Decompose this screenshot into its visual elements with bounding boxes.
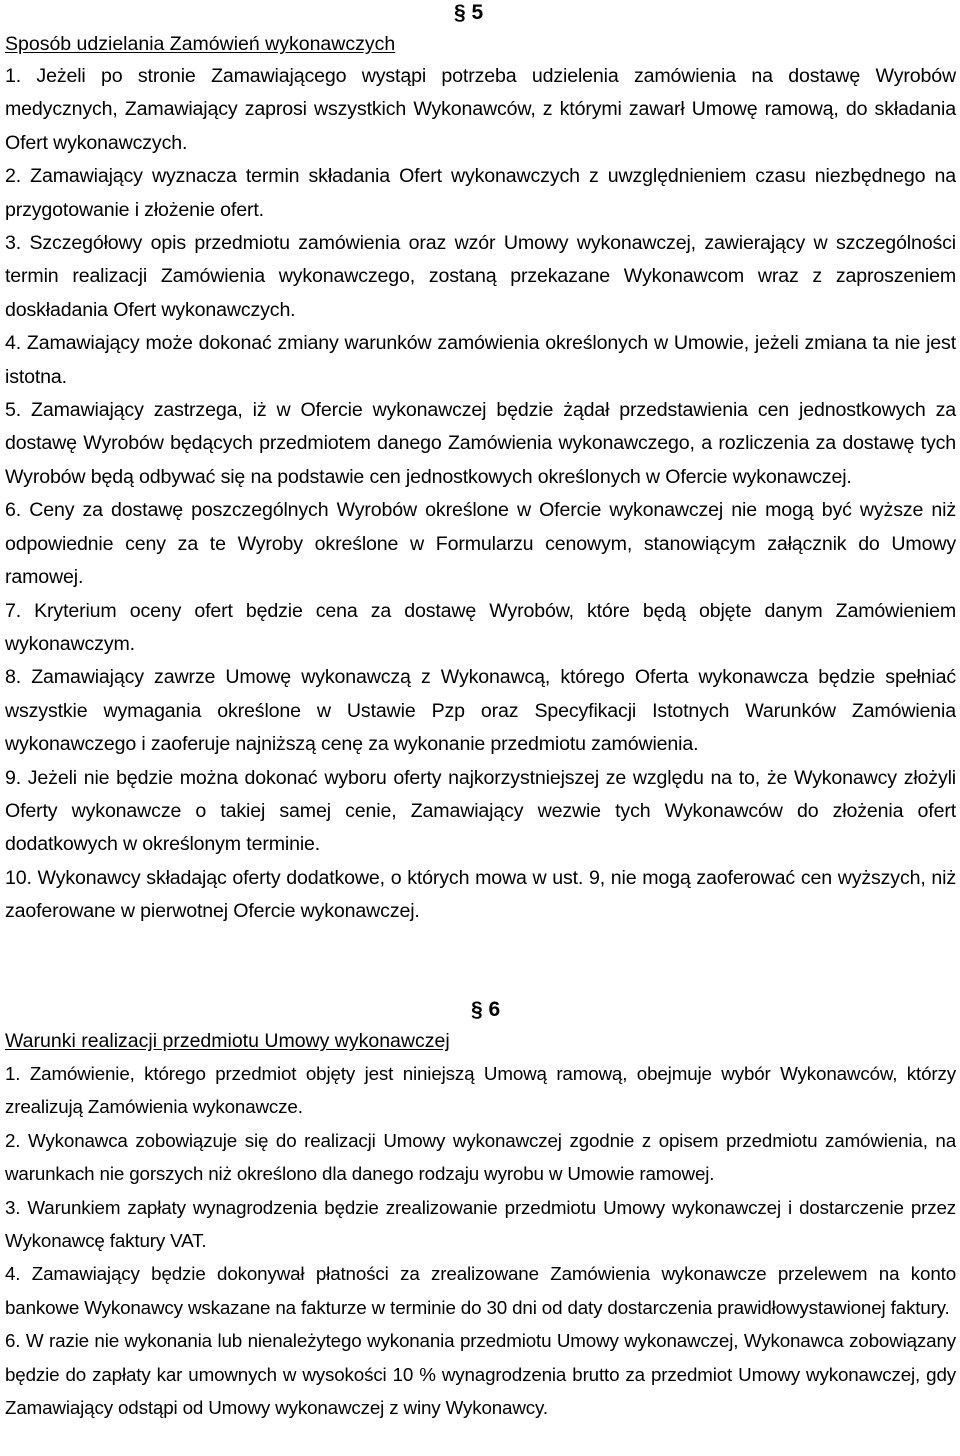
section-number: § 5: [454, 1, 484, 24]
paragraph: 3. Szczegółowy opis przedmiotu zamówienia oraz wzór Umowy wykonawczej, zawierający w szczególności termin realizacji Zamówienia wykonawczego, zostaną przekazane Wykonawcom wraz z zaproszeniem doskładania Ofert wykonawczych.: [5, 232, 956, 321]
section-title: Sposób udzielania Zamówień wykonawczych: [5, 33, 396, 55]
paragraph: 9. Jeżeli nie będzie można dokonać wyboru oferty najkorzystniejszej ze względu na to, że Wykonawcy złożyli Oferty wykonawcze o takiej samej cenie, Zamawiający wezwie tych Wykonawców do złożenia ofert dodatkowych w określonym terminie.: [5, 766, 956, 856]
paragraph: 4. Zamawiający będzie dokonywał płatności za zrealizowane Zamówienia wykonawcze przelewem na konto bankowe Wykonawcy wskazane na fakturze w terminie do 30 dni od daty dostarczenia prawidłowystawionej faktury.: [5, 1263, 956, 1318]
paragraph: 10. Wykonawcy składając oferty dodatkowe, o których mowa w ust. 9, nie mogą zaoferować cen wyższych, niż zaoferowane w pierwotnej Ofercie wykonawczej.: [5, 866, 956, 923]
paragraph: 5. Zamawiający zastrzega, iż w Ofercie wykonawczej będzie żądał przedstawienia cen jednostkowych za dostawę Wyrobów będących przedmiotem danego Zamówienia wykonawczego, a rozliczenia za dostawę tych Wyrobów będą odbywać się na podstawie cen jednostkowych określonych w Ofercie wykonawczej.: [5, 399, 956, 488]
paragraph: 1. Jeżeli po stronie Zamawiającego wystąpi potrzeba udzielenia zamówienia na dostawę Wyrobów medycznych, Zamawiający zaprosi wszystkich Wykonawców, z którymi zawarł Umowę ramową, do składania Ofert wykonawczych.: [5, 65, 956, 154]
paragraph: 4. Zamawiający może dokonać zmiany warunków zamówienia określonych w Umowie, jeżeli zmiana ta nie jest istotna.: [5, 332, 956, 388]
paragraph: 3. Warunkiem zapłaty wynagrodzenia będzie zrealizowanie przedmiotu Umowy wykonawczej i dostarczenie przez Wykonawcę faktury VAT.: [5, 1196, 956, 1252]
section-number: § 6: [471, 998, 501, 1021]
paragraph: 2. Wykonawca zobowiązuje się do realizacji Umowy wykonawczej zgodnie z opisem przedmiotu zamówienia, na warunkach nie gorszych niż określono dla danego rodzaju wyrobu w Umowie ramowej.: [5, 1129, 956, 1185]
section-body: [5, 1057, 956, 1424]
section-body: [5, 60, 956, 929]
paragraph: 6. W razie nie wykonania lub nienależytego wykonania przedmiotu Umowy wykonawczej, Wykonawca zobowiązany będzie do zapłaty kar umownych w wysokości 10 % wynagrodzenia brutto za przedmiot Umowy wykonawczej, gdy Zamawiający odstąpi od Umowy wykonawczej z winy Wykonawcy.: [5, 1330, 956, 1419]
paragraph: 7. Kryterium oceny ofert będzie cena za dostawę Wyrobów, które będą objęte danym Zamówieniem wykonawczym.: [5, 599, 956, 655]
paragraph: 1. Zamówienie, którego przedmiot objęty jest niniejszą Umową ramową, obejmuje wybór Wykonawców, którzy zrealizują Zamówienia wykonawcze.: [5, 1063, 956, 1118]
paragraph: 2. Zamawiający wyznacza termin składania Ofert wykonawczych z uwzględnieniem czasu niezbędnego na przygotowanie i złożenie ofert.: [5, 165, 956, 221]
paragraph: 6. Ceny za dostawę poszczególnych Wyrobów określone w Ofercie wykonawczej nie mogą być wyższe niż odpowiednie ceny za te Wyroby określone w Formularzu cenowym, stanowiącym załącznik do Umowy ramowej.: [5, 499, 956, 589]
paragraph: 8. Zamawiający zawrze Umowę wykonawczą z Wykonawcą, którego Oferta wykonawcza będzie spełniać wszystkie wymagania określone w Ustawie Pzp oraz Specyfikacji Istotnych Warunków Zamówienia wykonawczego i zaoferuje najniższą cenę za wykonanie przedmiotu zamówienia.: [5, 666, 956, 756]
section-title: Warunki realizacji przedmiotu Umowy wykonawczej: [5, 1030, 450, 1052]
